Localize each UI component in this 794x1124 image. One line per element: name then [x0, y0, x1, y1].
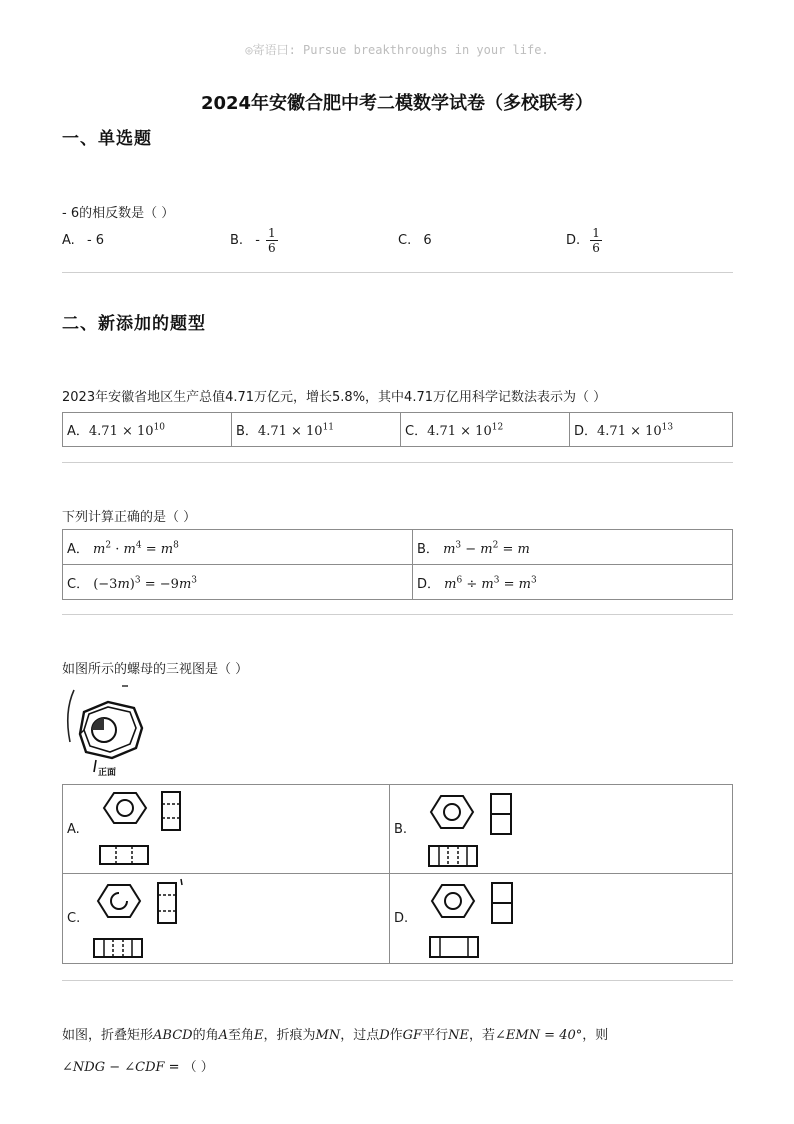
- math-op: ÷: [462, 576, 482, 592]
- q4-option-b[interactable]: [390, 785, 733, 874]
- front-view-hole: [444, 804, 460, 820]
- q3-option-c[interactable]: [63, 565, 413, 600]
- option-sign: -: [255, 233, 260, 248]
- top-view-rect: [94, 939, 142, 957]
- q3-option-b[interactable]: [413, 530, 733, 565]
- option-content: [390, 788, 732, 870]
- watermark: ◎寄语曰: Pursue breakthroughs in your life.: [245, 43, 549, 57]
- divider: [62, 272, 733, 273]
- math-var: ABCD: [153, 1028, 193, 1043]
- sketch-mark: [181, 879, 182, 885]
- math-var: D: [379, 1028, 390, 1043]
- option-label: A.: [67, 821, 80, 837]
- text: 至角: [227, 1028, 254, 1043]
- front-view-hole: [117, 800, 133, 816]
- text: ，过点: [340, 1028, 380, 1043]
- math-expr: ∠EMN = 40°: [494, 1028, 583, 1043]
- exponent: 3: [455, 540, 462, 551]
- math-op: ): [129, 576, 135, 592]
- exponent: 3: [191, 575, 197, 586]
- q4-option-c[interactable]: [63, 874, 390, 964]
- exponent: 3: [134, 575, 141, 586]
- q3-option-a[interactable]: [63, 530, 413, 565]
- hex-nut-figure: [62, 682, 154, 780]
- math-var: m: [117, 576, 130, 592]
- question-5-text-line1: [62, 1024, 608, 1043]
- exponent: 2: [492, 540, 499, 551]
- exponent: 11: [322, 422, 335, 433]
- q1-option-a[interactable]: [62, 233, 104, 248]
- option-content: [390, 877, 732, 961]
- front-view-hole: [111, 893, 127, 909]
- math-var: NE: [448, 1028, 469, 1043]
- option-label: A.: [62, 233, 75, 248]
- exponent: 3: [493, 575, 500, 586]
- question-4-text: 如图所示的螺母的三视图是（ ）: [62, 662, 249, 677]
- top-view-rect: [430, 937, 478, 957]
- exponent: 2: [105, 540, 112, 551]
- math-var: m: [93, 541, 106, 557]
- front-view-hexagon: [432, 885, 474, 917]
- q2-option-b[interactable]: [232, 413, 401, 447]
- math-var: m: [517, 541, 530, 557]
- question-3-text: 下列计算正确的是（ ）: [62, 510, 197, 525]
- exponent: 3: [530, 575, 537, 586]
- math-var: m: [444, 576, 457, 592]
- q4-option-a[interactable]: [63, 785, 390, 874]
- three-view-b: [419, 788, 529, 870]
- exponent: 10: [153, 422, 166, 433]
- question-2-text: 2023年安徽省地区生产总值4.71万亿元，增长5.8%，其中4.71万亿用科学记数法表示为（ ）: [62, 390, 607, 405]
- page-title: 2024年安徽合肥中考二模数学试卷（多校联考）: [200, 93, 594, 114]
- math-op: ·: [111, 541, 124, 557]
- sketch-arc: [68, 690, 74, 742]
- text: ，则: [582, 1028, 609, 1043]
- math-var: E: [254, 1028, 264, 1043]
- exponent: 4: [135, 540, 142, 551]
- fraction-numerator: 1: [592, 226, 600, 240]
- q1-option-d[interactable]: [566, 226, 602, 255]
- option-label: C.: [67, 911, 81, 926]
- math-var: m: [443, 541, 456, 557]
- exponent: 13: [661, 422, 674, 433]
- q3-option-d[interactable]: [413, 565, 733, 600]
- math-op: (−3: [93, 576, 118, 592]
- three-view-d: [418, 877, 528, 961]
- front-arrow: [94, 760, 96, 772]
- option-label: D.: [394, 911, 409, 926]
- option-value: - 6: [86, 233, 105, 248]
- option-label: B．: [236, 424, 258, 439]
- q4-option-d[interactable]: [390, 874, 733, 964]
- q1-option-c[interactable]: [398, 233, 432, 248]
- math-expr: ∠NDG − ∠CDF: [62, 1060, 165, 1075]
- front-view-hole: [445, 893, 461, 909]
- front-view-hexagon: [98, 885, 140, 917]
- q3-options-table: [62, 529, 733, 600]
- option-value: 4.71 × 10: [88, 424, 154, 439]
- side-view-rect: [162, 792, 180, 830]
- math-var: m: [481, 576, 494, 592]
- math-var: m: [178, 576, 192, 592]
- option-value: 4.71 × 10: [427, 424, 492, 439]
- math-var: m: [518, 576, 531, 592]
- math-var: m: [480, 541, 493, 557]
- math-var: A: [218, 1028, 228, 1043]
- option-value: 4.71 × 10: [257, 424, 323, 439]
- exponent: 8: [173, 540, 179, 551]
- text: = （ ）: [164, 1060, 214, 1075]
- math-var: m: [123, 541, 136, 557]
- option-label: A．: [67, 424, 89, 439]
- text: 的角: [192, 1028, 219, 1043]
- front-view-hexagon: [104, 793, 146, 823]
- q2-option-c[interactable]: [401, 413, 570, 447]
- option-label: A．: [67, 541, 89, 557]
- top-view-rect: [429, 846, 477, 866]
- option-label: D．: [574, 424, 598, 439]
- option-label: C.: [398, 233, 412, 248]
- top-view-rect: [100, 846, 148, 864]
- q1-option-b[interactable]: [230, 226, 278, 255]
- fraction-numerator: 1: [268, 226, 276, 240]
- q2-option-d[interactable]: [570, 413, 733, 447]
- math-op: = −9: [140, 576, 179, 592]
- math-op: =: [141, 541, 161, 557]
- fraction-denominator: 6: [592, 241, 600, 255]
- divider: [62, 980, 733, 981]
- fraction: [266, 226, 278, 255]
- fraction-denominator: 6: [268, 241, 276, 255]
- text: ，折痕为: [263, 1028, 316, 1043]
- divider: [62, 462, 733, 463]
- q2-options-table: [62, 412, 733, 447]
- option-label: B.: [394, 821, 408, 837]
- option-label: C．: [405, 424, 428, 439]
- text: 平行: [422, 1028, 449, 1043]
- math-op: −: [461, 541, 481, 557]
- question-5-text-line2: [62, 1056, 214, 1075]
- math-var: m: [160, 541, 174, 557]
- divider: [62, 614, 733, 615]
- front-label: 正面: [98, 768, 117, 778]
- math-var: GF: [402, 1028, 423, 1043]
- front-view-hexagon: [431, 796, 473, 828]
- option-label: C．: [67, 576, 90, 592]
- option-content: [63, 788, 389, 870]
- option-label: D.: [566, 233, 581, 248]
- three-view-a: [84, 788, 194, 870]
- exponent: 12: [491, 422, 504, 433]
- math-op: =: [499, 576, 519, 592]
- option-content: [63, 877, 389, 961]
- section-title-new-questions: 二、新添加的题型: [62, 314, 206, 334]
- text: 作: [389, 1028, 403, 1043]
- math-var: MN: [315, 1028, 341, 1043]
- section-title-single-choice: 一、单选题: [62, 129, 152, 149]
- text: ，若: [468, 1028, 495, 1043]
- option-value: 4.71 × 10: [597, 424, 662, 439]
- text: 如图，折叠矩形: [62, 1028, 154, 1043]
- side-view-rect: [158, 883, 176, 923]
- exponent: 6: [456, 575, 463, 586]
- three-view-c: [84, 877, 194, 961]
- question-1-text: - 6的相反数是（ ）: [62, 206, 175, 221]
- option-value: 6: [423, 233, 432, 248]
- q2-option-a[interactable]: [63, 413, 232, 447]
- q4-options-table: [62, 784, 733, 964]
- option-label: B．: [417, 541, 439, 557]
- math-op: =: [498, 541, 518, 557]
- option-label: B.: [230, 233, 244, 248]
- option-label: D．: [417, 576, 441, 592]
- fraction: [590, 226, 602, 255]
